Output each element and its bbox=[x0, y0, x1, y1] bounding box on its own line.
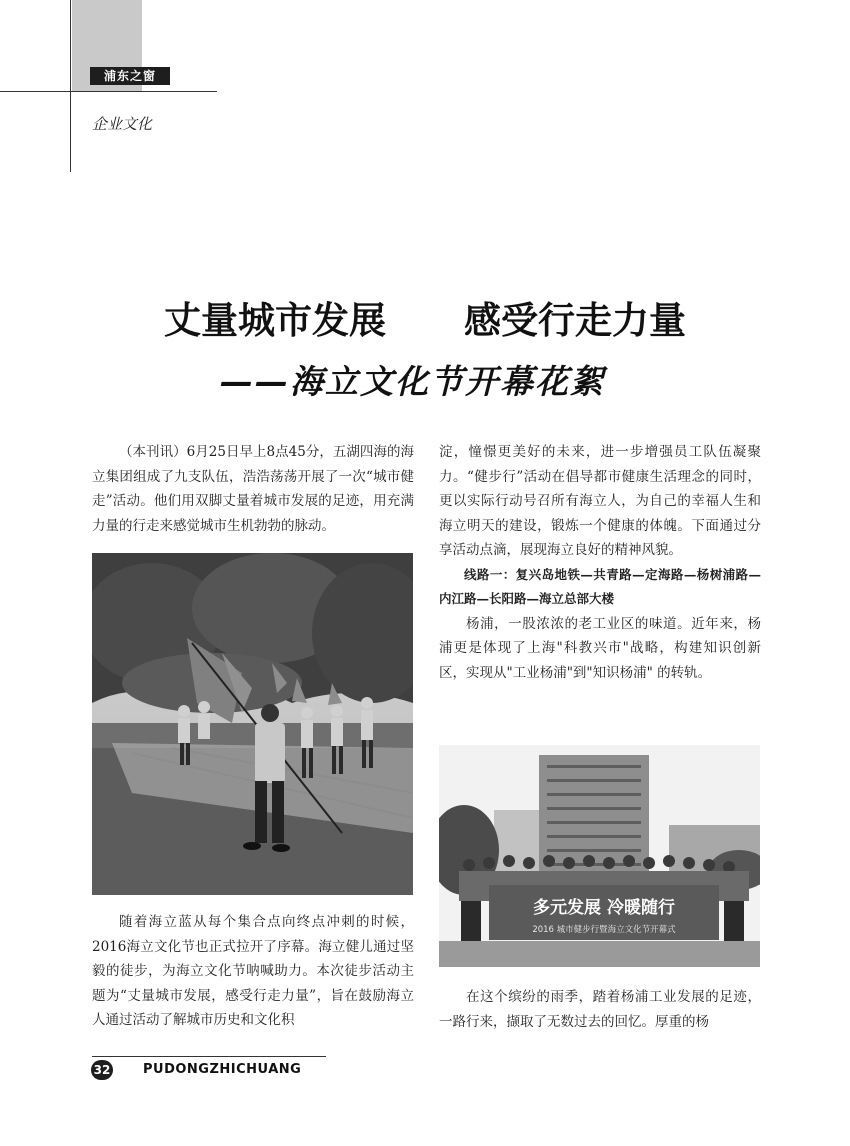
column-left-top bbox=[92, 440, 414, 538]
title-part-1: 丈量城市发展 bbox=[164, 299, 386, 342]
title-part-2: 感受行走力量 bbox=[464, 299, 686, 342]
paragraph-continued: 淀，憧憬更美好的未来，进一步增强员工队伍凝聚力。“健步行”活动在倡导都市健康生活理念的同时，更以实际行动号召所有海立人，为自己的幸福人生和海立明天的建设，锻炼一个健康的体魄。下面通过分享活动点滴，展现海立良好的精神风貌。 bbox=[439, 444, 761, 558]
section-label: 企业文化 bbox=[92, 115, 153, 133]
banner-sub-text: 2016 城市健步行暨海立文化节开幕式 bbox=[532, 925, 676, 935]
paragraph-rainy-season: 在这个缤纷的雨季，踏着杨浦工业发展的足迹，一路行来，撷取了无数过去的回忆。厚重的杨 bbox=[439, 989, 761, 1030]
magazine-brand: PUDONGZHICHUANG bbox=[143, 1062, 302, 1077]
banner-main-text: 多元发展 冷暖随行 bbox=[533, 898, 675, 918]
photo-group bbox=[439, 745, 760, 967]
column-right-top bbox=[439, 440, 761, 685]
magazine-tag: 浦东之窗 bbox=[90, 67, 170, 85]
header-vertical-rule bbox=[70, 0, 71, 172]
article-title bbox=[0, 290, 850, 344]
footer-rule bbox=[92, 1056, 326, 1057]
paragraph-intro: （本刊讯）6月25日早上8点45分，五湖四海的海立集团组成了九支队伍，浩浩荡荡开展了一次“城市健走”活动。他们用双脚丈量着城市发展的足迹，用充满力量的行走来感觉城市生机勃勃的脉动。 bbox=[92, 444, 414, 534]
column-right-bottom bbox=[439, 985, 761, 1034]
paragraph-yangpu: 杨浦，一股浓浓的老工业区的味道。近年来，杨浦更是体现了上海"科教兴市"战略，构建知识创新区，实现从"工业杨浦"到"知识杨浦" 的转轨。 bbox=[439, 615, 761, 681]
header-horizontal-rule bbox=[0, 91, 217, 92]
photo-march bbox=[92, 553, 413, 895]
paragraph-festival: 随着海立蓝从每个集合点向终点冲刺的时候，2016海立文化节也正式拉开了序幕。海立健儿通过坚毅的徒步，为海立文化节呐喊助力。本次徒步活动主题为“丈量城市发展，感受行走力量”，旨在鼓励海立人通过活动了解城市历史和文化积 bbox=[92, 914, 414, 1028]
route-heading: 线路一：复兴岛地铁—共青路—定海路—杨树浦路—内江路—长阳路—海立总部大楼 bbox=[439, 566, 761, 606]
column-left-bottom bbox=[92, 910, 414, 1033]
page-number: 32 bbox=[91, 1060, 113, 1080]
article-subtitle: ——海立文化节开幕花絮 bbox=[220, 362, 605, 401]
